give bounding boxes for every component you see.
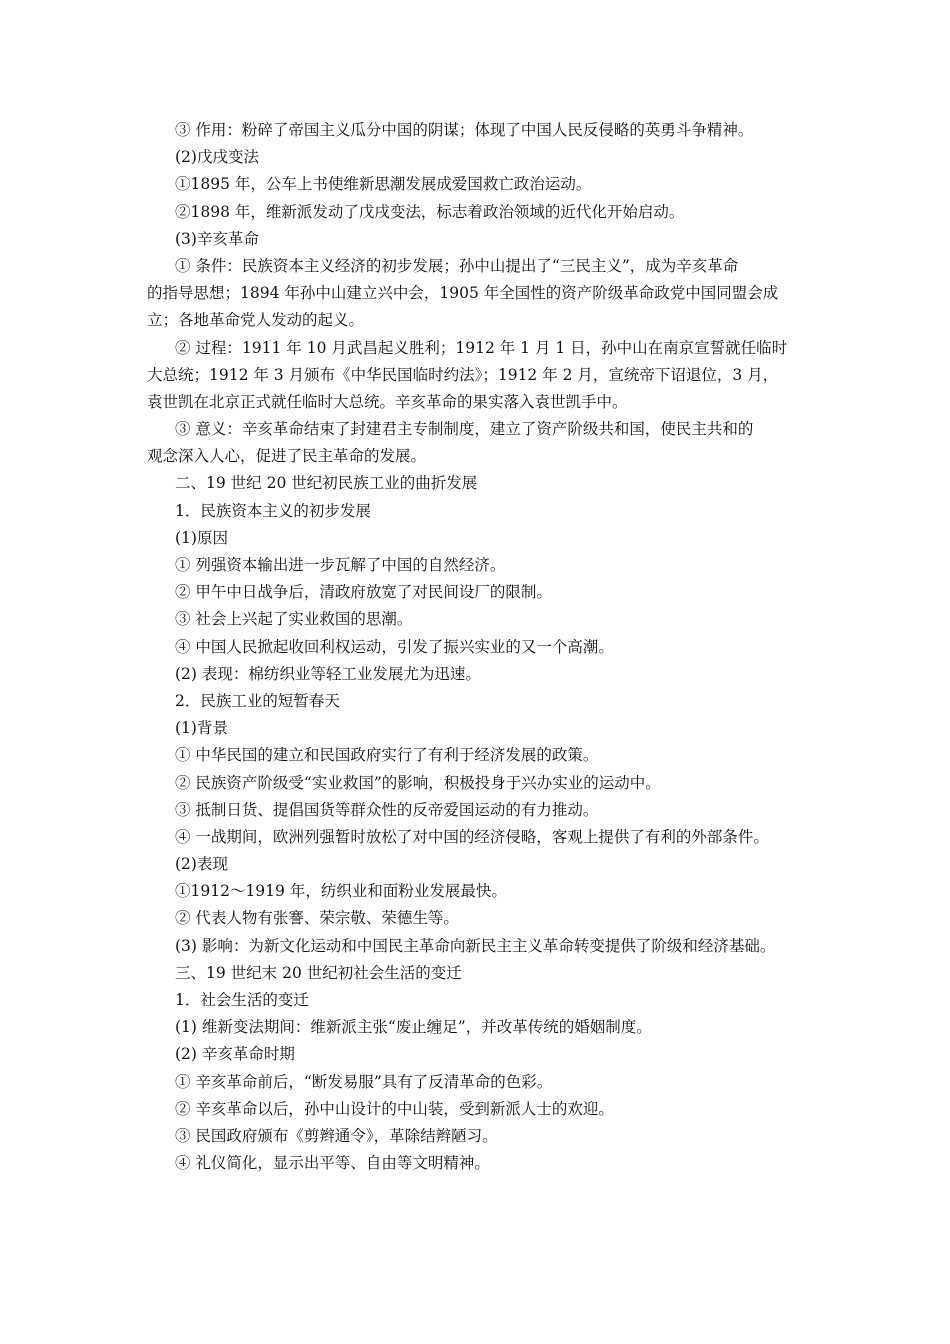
text-line: ④ 一战期间，欧洲列强暂时放松了对中国的经济侵略，客观上提供了有利的外部条件。 <box>175 827 769 846</box>
text-line: ①1895 年，公车上书使维新思潮发展成爱国救亡政治运动。 <box>175 175 592 194</box>
text-line: (2)戊戌变法 <box>175 148 259 167</box>
text-line: ② 过程：1911 年 10 月武昌起义胜利；1912 年 1 月 1 日，孙中山在南京宣誓就任临时 <box>175 338 788 357</box>
text-line: ③ 抵制日货、提倡国货等群众性的反帝爱国运动的有力推动。 <box>175 800 599 819</box>
text-line: 三、19 世纪末 20 世纪初社会生活的变迁 <box>175 963 462 982</box>
document-body <box>147 117 815 1177</box>
text-line: (1) 维新变法期间：维新派主张“废止缠足”，并改革传统的婚姻制度。 <box>175 1018 652 1037</box>
text-line: ① 中华民国的建立和民国政府实行了有利于经济发展的政策。 <box>175 746 599 765</box>
text-line: 二、19 世纪 20 世纪初民族工业的曲折发展 <box>175 474 478 493</box>
text-line: ②1898 年，维新派发动了戊戌变法，标志着政治领域的近代化开始启动。 <box>175 202 685 221</box>
text-line: ④ 中国人民掀起收回利权运动，引发了振兴实业的又一个高潮。 <box>175 637 614 656</box>
text-line: (2) 辛亥革命时期 <box>175 1045 295 1064</box>
text-line: 2．民族工业的短暂春天 <box>175 691 340 710</box>
text-line: (2) 表现：棉纺织业等轻工业发展尤为迅速。 <box>175 664 481 683</box>
text-line: (1)背景 <box>175 719 228 738</box>
text-line: ② 代表人物有张謇、荣宗敬、荣德生等。 <box>175 909 459 928</box>
text-line: 1．社会生活的变迁 <box>175 991 309 1009</box>
text-line: ④ 礼仪简化，显示出平等、自由等文明精神。 <box>175 1154 490 1173</box>
text-line: 大总统；1912 年 3 月颁布《中华民国临时约法》；1912 年 2 月，宣统帝下诏退位，3 月， <box>147 365 779 384</box>
text-line: 观念深入人心，促进了民主革命的发展。 <box>147 447 427 466</box>
text-line: ③ 民国政府颁布《剪辫通令》，革除结辫陋习。 <box>175 1126 498 1145</box>
text-line: ③ 意义：辛亥革命结束了封建君主专制制度，建立了资产阶级共和国，使民主共和的 <box>175 420 754 439</box>
text-line: ② 甲午中日战争后，清政府放宽了对民间设厂的限制。 <box>175 583 552 602</box>
text-line: ①1912～1919 年，纺织业和面粉业发展最快。 <box>175 882 507 901</box>
text-line: ① 列强资本输出进一步瓦解了中国的自然经济。 <box>175 556 506 574</box>
text-line: 立；各地革命党人发动的起义。 <box>147 311 365 330</box>
text-line: ① 辛亥革命前后，“断发易服”具有了反清革命的色彩。 <box>175 1072 553 1091</box>
text-line: (1)原因 <box>175 528 228 547</box>
text-line: 袁世凯在北京正式就任临时大总统。辛亥革命的果实落入袁世凯手中。 <box>147 392 628 411</box>
text-line: (2)表现 <box>175 855 228 874</box>
text-line: 1．民族资本主义的初步发展 <box>175 501 371 520</box>
text-line: (3)辛亥革命 <box>175 229 259 248</box>
text-line: ② 民族资产阶级受“实业救国”的影响，积极投身于兴办实业的运动中。 <box>175 773 661 792</box>
text-line: (3) 影响：为新文化运动和中国民主革命向新民主主义革命转变提供了阶级和经济基础。 <box>175 936 776 955</box>
text-line: ③ 社会上兴起了实业救国的思潮。 <box>175 610 413 629</box>
text-line: 的指导思想；1894 年孙中山建立兴中会，1905 年全国性的资产阶级革命政党中国同盟会成 <box>147 284 779 303</box>
text-line: ③ 作用：粉碎了帝国主义瓜分中国的阴谋；体现了中国人民反侵略的英勇斗争精神。 <box>175 121 754 139</box>
text-line: ① 条件：民族资本主义经济的初步发展；孙中山提出了“三民主义”，成为辛亥革命 <box>175 256 739 275</box>
text-line: ② 辛亥革命以后，孙中山设计的中山装，受到新派人士的欢迎。 <box>175 1099 614 1118</box>
